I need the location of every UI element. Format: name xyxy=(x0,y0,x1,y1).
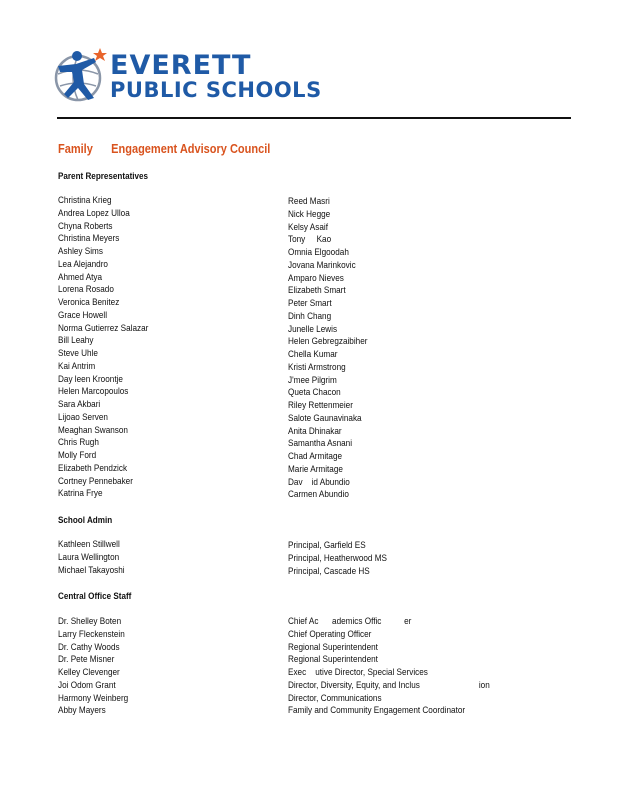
parent-name: Lea Alejandro xyxy=(58,258,108,270)
parent-name: Christina Meyers xyxy=(58,233,120,245)
parent-name: Kai Antrim xyxy=(58,360,96,372)
admin-name: Michael Takayoshi xyxy=(58,564,125,576)
staff-name: Joi Odom Grant xyxy=(58,679,116,691)
parent-name: Veronica Benitez xyxy=(58,297,120,308)
admin-names-list xyxy=(58,539,135,577)
staff-role: Regional Superintendent xyxy=(288,641,378,653)
admin-name: Kathleen Stillwell xyxy=(58,539,120,550)
parents-right-list xyxy=(288,196,380,502)
parent-name: Jovana Marinkovic xyxy=(288,259,356,271)
parent-name: Elizabeth Pendzick xyxy=(58,462,128,474)
parent-name: Chyna Roberts xyxy=(58,220,113,232)
parent-name: Day leen Kroontje xyxy=(58,373,123,385)
parent-name: J'mee Pilgrim xyxy=(288,374,337,386)
central-roles-list xyxy=(288,616,523,718)
admin-roles-list xyxy=(288,540,403,578)
parent-name: Dinh Chang xyxy=(288,310,332,322)
staff-role: Chief Ac ademics Offic er xyxy=(288,616,412,627)
parent-name: Dav id Abundio xyxy=(288,476,350,488)
parent-name: Molly Ford xyxy=(58,450,97,461)
parent-name: Junelle Lewis xyxy=(288,323,338,335)
parent-name: Anita Dhinakar xyxy=(288,425,342,437)
parent-name: Lijoao Serven xyxy=(58,411,108,423)
staff-role: Chief Operating Officer xyxy=(288,628,372,640)
parent-name: Norma Gutierrez Salazar xyxy=(58,322,149,334)
parent-name: Marie Armitage xyxy=(288,463,343,475)
parent-name: Ashley Sims xyxy=(58,246,103,257)
parent-name: Samantha Asnani xyxy=(288,438,353,450)
staff-role: Director, Communications xyxy=(288,692,382,704)
parent-name: Meaghan Swanson xyxy=(58,424,128,436)
parent-name: Helen Marcopoulos xyxy=(58,386,129,398)
parent-name: Cortney Pennebaker xyxy=(58,475,133,487)
parent-name: Tony Kao xyxy=(288,234,332,246)
staff-name: Dr. Shelley Boten xyxy=(58,616,122,627)
parent-name: Carmen Abundio xyxy=(288,489,349,501)
logo-text-line2: PUBLIC SCHOOLS xyxy=(110,78,322,102)
parent-name: Reed Masri xyxy=(288,196,330,207)
parent-name: Peter Smart xyxy=(288,298,332,309)
parent-name: Grace Howell xyxy=(58,309,108,321)
parent-name: Andrea Lopez Ulloa xyxy=(58,207,130,219)
staff-role: Family and Community Engagement Coordinator xyxy=(288,705,466,717)
admin-role: Principal, Cascade HS xyxy=(288,565,370,577)
parent-name: Chella Kumar xyxy=(288,349,338,360)
section-heading-admin: School Admin xyxy=(58,515,113,525)
parent-name: Ahmed Atya xyxy=(58,271,103,283)
parent-name: Chad Armitage xyxy=(288,451,343,462)
staff-name: Kelley Clevenger xyxy=(58,667,120,678)
parent-name: Chris Rugh xyxy=(58,437,99,449)
staff-role: Regional Superintendent xyxy=(288,654,378,666)
parent-name: Omnia Elgoodah xyxy=(288,247,349,258)
page-title: Family Engagement Advisory Council xyxy=(58,142,271,156)
parent-name: Nick Hegge xyxy=(288,208,331,220)
staff-name: Harmony Weinberg xyxy=(58,692,129,704)
logo-text-line1: EVERETT xyxy=(110,50,252,81)
section-heading-parents: Parent Representatives xyxy=(58,171,149,181)
admin-name: Laura Wellington xyxy=(58,551,120,563)
staff-name: Dr. Pete Misner xyxy=(58,654,115,666)
admin-role: Principal, Heatherwood MS xyxy=(288,552,387,564)
district-logo xyxy=(50,44,322,106)
header-rule xyxy=(57,117,571,119)
staff-name: Dr. Cathy Woods xyxy=(58,641,120,653)
parent-name: Amparo Nieves xyxy=(288,272,344,284)
parent-name: Riley Rettenmeier xyxy=(288,400,353,411)
parent-name: Queta Chacon xyxy=(288,387,341,399)
parent-name: Helen Gebregzaibiher xyxy=(288,336,368,348)
parents-left-list xyxy=(58,195,163,501)
runner-globe-icon xyxy=(50,44,112,106)
parent-name: Kelsy Asaif xyxy=(288,221,328,233)
parent-name: Elizabeth Smart xyxy=(288,285,346,297)
central-names-list xyxy=(58,616,140,718)
parent-name: Christina Krieg xyxy=(58,195,112,206)
parent-name: Salote Gaunavinaka xyxy=(288,412,362,424)
parent-name: Lorena Rosado xyxy=(58,284,114,296)
staff-role: Exec utive Director, Special Services xyxy=(288,667,428,678)
parent-name: Steve Uhle xyxy=(58,348,98,359)
admin-role: Principal, Garfield ES xyxy=(288,540,366,551)
section-heading-central: Central Office Staff xyxy=(58,591,132,601)
parent-name: Bill Leahy xyxy=(58,335,94,347)
parent-name: Katrina Frye xyxy=(58,488,103,500)
parent-name: Kristi Armstrong xyxy=(288,361,346,373)
staff-name: Larry Fleckenstein xyxy=(58,628,125,640)
parent-name: Sara Akbari xyxy=(58,399,101,410)
staff-role: Director, Diversity, Equity, and Inclus ion xyxy=(288,679,490,691)
staff-name: Abby Mayers xyxy=(58,705,106,717)
